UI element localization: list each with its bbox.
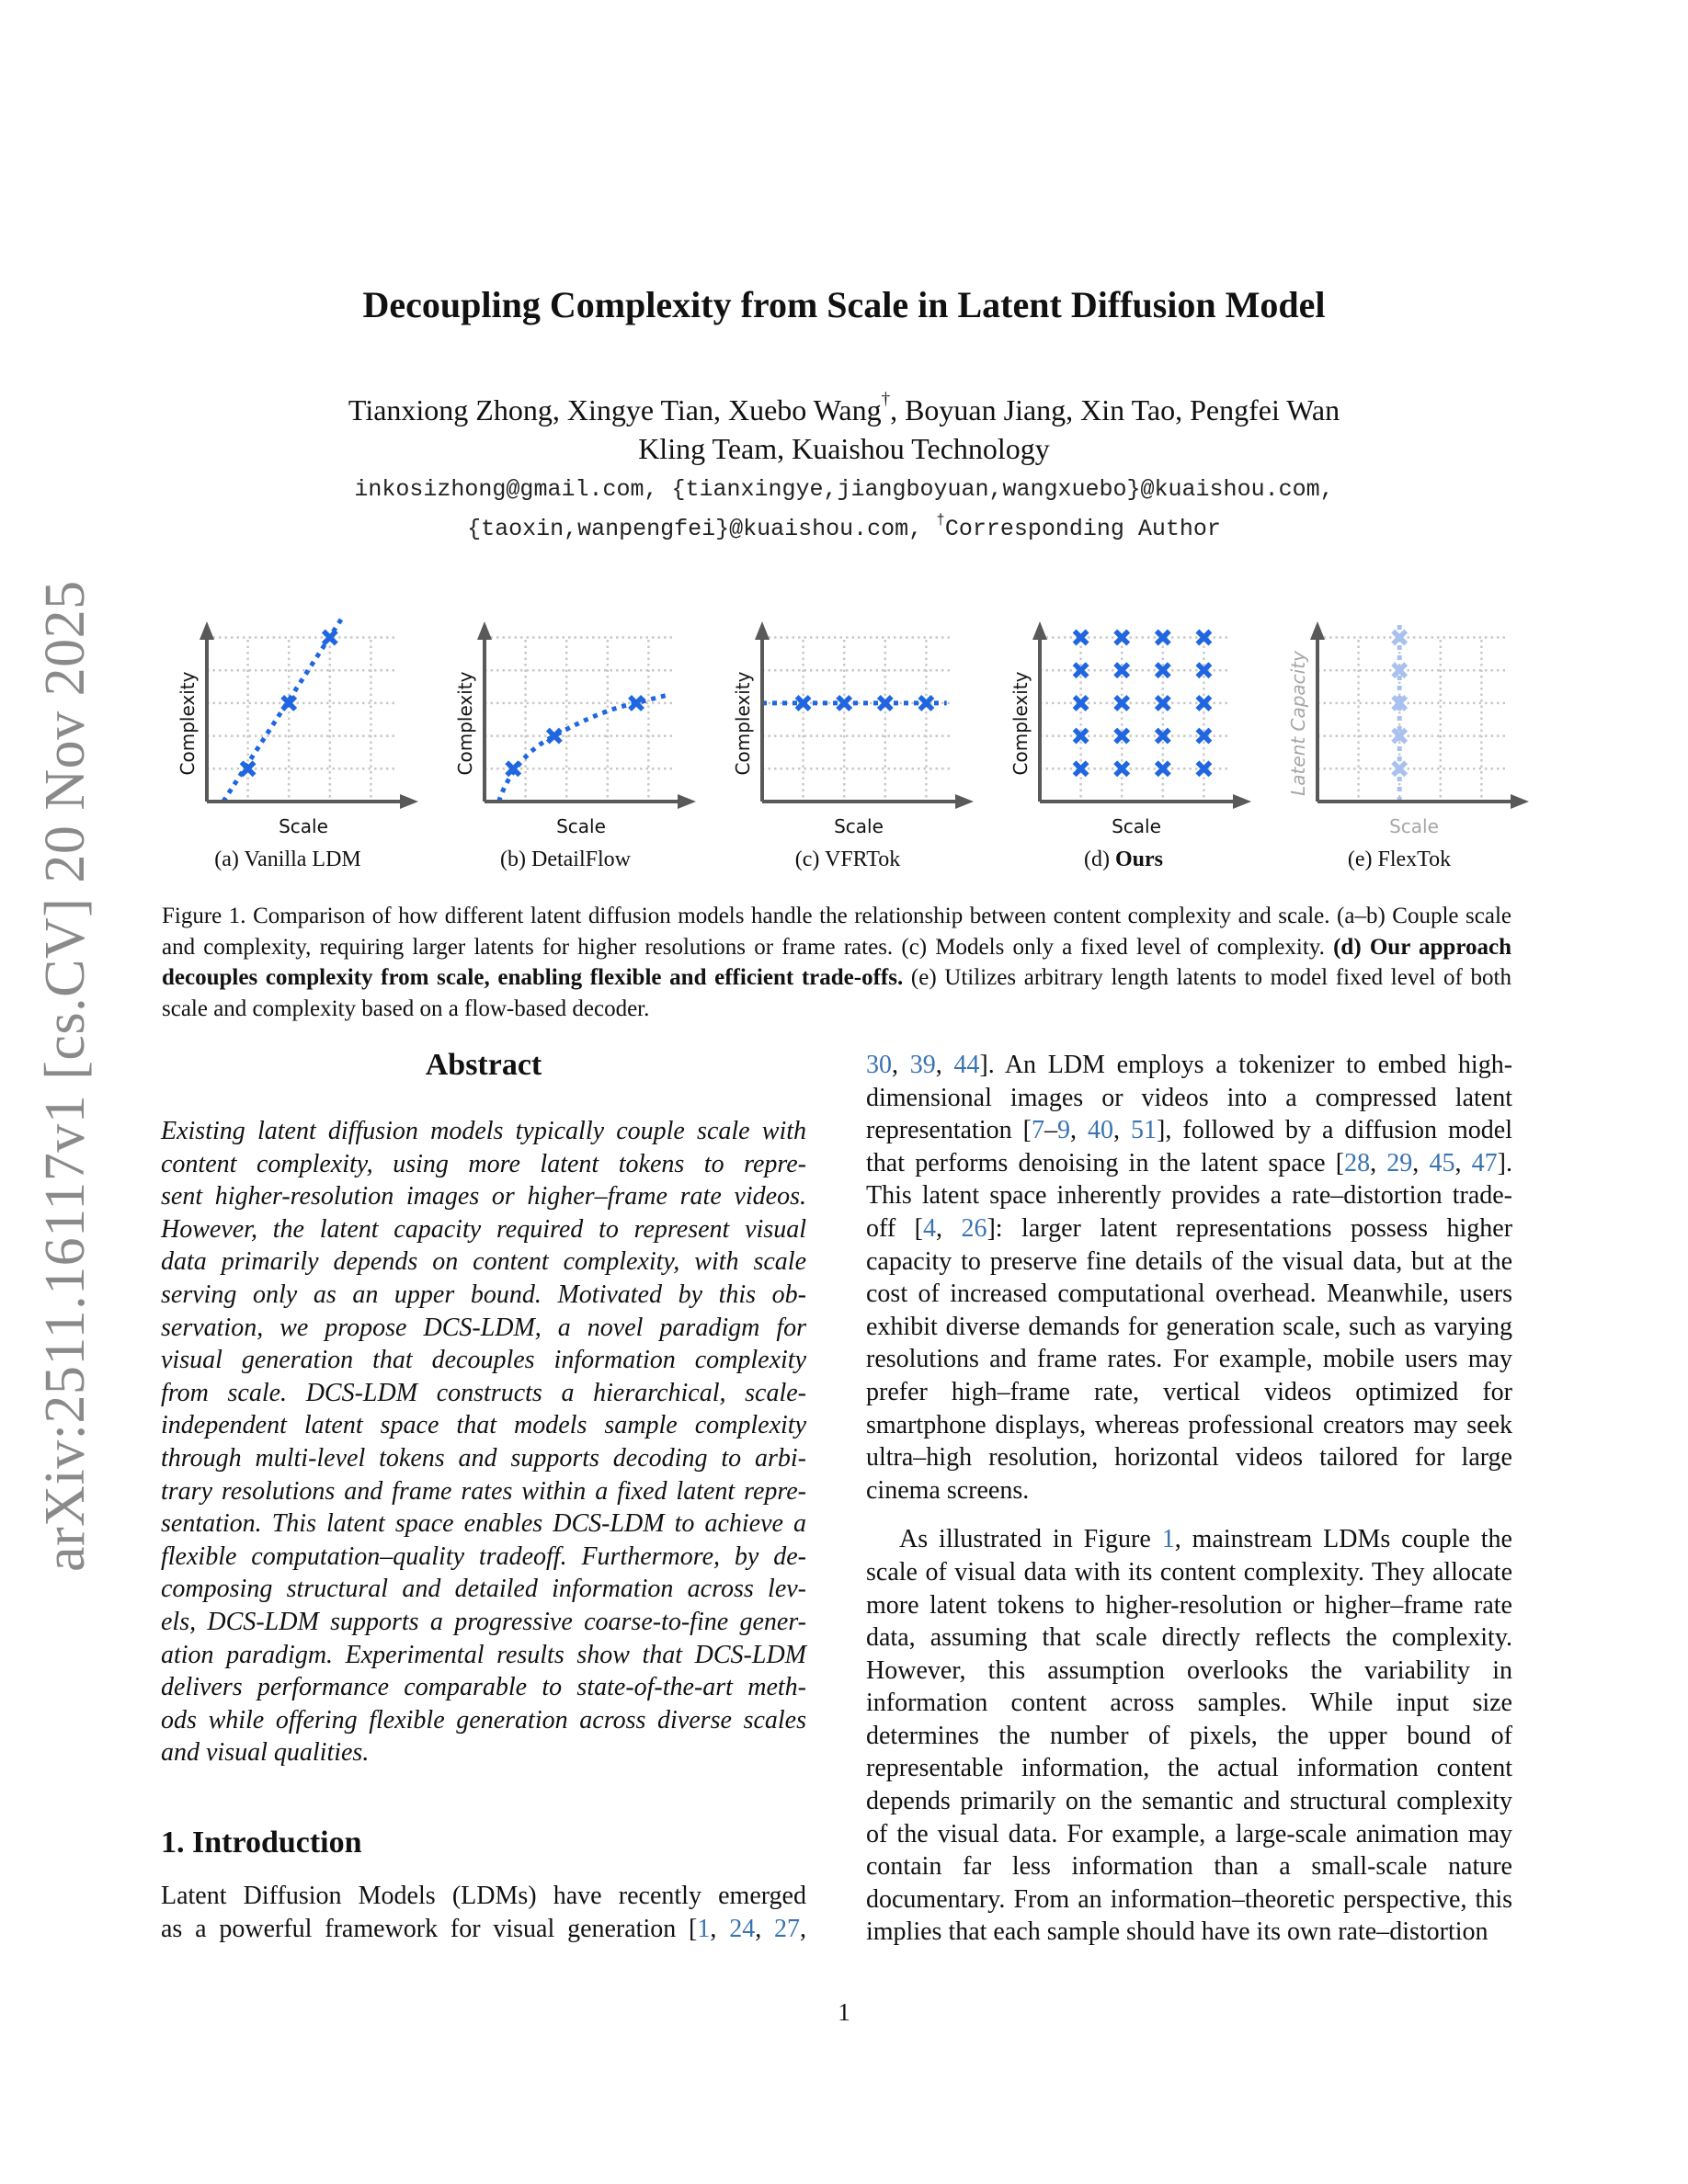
caption-text: (e) Utilizes arbitrary length latents to model fixed level of both scale and complexity based on a flow-based decoder.	[162, 965, 1511, 1021]
introduction-body	[161, 1880, 806, 1945]
subcaption-text: (b) DetailFlow	[500, 847, 631, 871]
abstract-line: independent latent space that models sample complexity	[161, 1411, 806, 1440]
email-addresses: {taoxin,wanpengfei}@kuaishou.com,	[467, 516, 937, 542]
chart-panel-c	[716, 607, 992, 846]
abstract-line: Existing latent diffusion models typically couple scale with	[161, 1117, 806, 1145]
arxiv-stamp: arXiv:2511.16117v1 [cs.CV] 20 Nov 2025	[34, 580, 97, 1572]
subcaption-prefix: (d)	[1084, 847, 1115, 871]
subcaption-d	[986, 847, 1261, 872]
citation-link[interactable]: 27	[774, 1914, 800, 1943]
subcaption-c	[710, 847, 986, 872]
citation-link[interactable]: 7	[1031, 1116, 1044, 1145]
y-axis-label: Complexity	[177, 671, 199, 776]
citation-link[interactable]: 44	[953, 1051, 980, 1079]
abstract-line: data primarily depends on content complexity, with scale	[161, 1247, 806, 1277]
panel-c	[716, 607, 992, 882]
email-line-1: inkosizhong@gmail.com, {tianxingye,jiangboyuan,wangxuebo}@kuaishou.com,	[354, 476, 1334, 503]
abstract-line: flexible computation–quality tradeoff. Furthermore, by de-	[161, 1541, 806, 1571]
x-axis-arrow-icon	[955, 794, 974, 809]
abstract-line: ods while offering flexible generation across diverse scales	[161, 1705, 806, 1735]
x-axis-label: Scale	[1112, 815, 1161, 837]
citation-link[interactable]: 26	[961, 1213, 987, 1243]
y-axis-label: Complexity	[454, 671, 476, 776]
x-axis-arrow-icon	[1511, 794, 1529, 809]
panel-a	[161, 607, 437, 882]
chart-panel-b	[439, 607, 714, 846]
panel-e	[1272, 607, 1547, 882]
right-column-text	[866, 1049, 1512, 1949]
abstract-line: ation paradigm. Experimental results show that DCS-LDM	[161, 1640, 806, 1669]
email-line-2	[0, 512, 1688, 542]
y-axis-arrow-icon	[477, 621, 492, 640]
author-list	[0, 390, 1688, 427]
citation-link[interactable]: 9	[1056, 1116, 1070, 1145]
authors-part-1: Tianxiong Zhong, Xingye Tian, Xuebo Wang	[348, 393, 882, 427]
abstract-line: However, the latent capacity required to represent visual	[161, 1214, 806, 1244]
citation-link[interactable]: 29	[1386, 1148, 1413, 1177]
page-number: 1	[838, 1998, 850, 2026]
abstract-heading: Abstract	[425, 1048, 542, 1082]
citation-link[interactable]: 28	[1344, 1148, 1371, 1177]
subcaption-ours: Ours	[1114, 847, 1163, 871]
abstract-line: content complexity, using more latent tokens to repre-	[161, 1149, 806, 1178]
x-axis-label: Scale	[556, 815, 606, 837]
chart-panel-e	[1272, 607, 1547, 846]
x-axis-arrow-icon	[1233, 794, 1251, 809]
paragraph: As illustrated in Figure 1, mainstream LDMs couple the scale of visual data with its content complexity. They allocate more latent tokens to higher-resolution or higher–frame rate data, assuming that scale directly reflects the complexity. However, this assumption overlooks the variability in information content across samples. While input size determines the number of pixels, the upper bound of representable information, the actual information content depends primarily on the semantic and structural complexity of the visual data. For example, a large-scale animation may contain far less information than a small-scale nature documentary. From an information–theoretic perspective, this implies that each sample should have its own rate–distortion	[866, 1525, 1512, 1947]
subcaption-b	[428, 847, 703, 872]
y-axis-label: Latent Capacity	[1287, 651, 1309, 796]
subcaption-e	[1261, 847, 1537, 872]
citation-link[interactable]: 30	[866, 1051, 892, 1079]
paragraph: 30, 39, 44]. An LDM employs a tokenizer to embed high-dimensional images or videos into a compressed latent representation [7–9, 40, 51], followed by a diffusion model that performs denoising in the latent space [28, 29, 45, 47]. This latent space inherently provides a rate–distortion trade-off [4, 26]: larger latent representations possess higher capacity to preserve fine details of the visual data, but at the cost of increased computational overhead. Meanwhile, users exhibit diverse demands for generation scale, such as varying resolutions and frame rates. For example, mobile users may prefer high–frame rate, vertical videos optimized for smartphone displays, whereas professional creators may seek ultra–high resolution, horizontal videos tailored for large cinema screens.	[866, 1051, 1513, 1505]
citation-link[interactable]: 51	[1131, 1116, 1158, 1145]
abstract-line: and visual qualities.	[161, 1738, 370, 1768]
panel-b	[439, 607, 714, 882]
citation-link[interactable]: 1	[1161, 1525, 1175, 1554]
y-axis-arrow-icon	[755, 621, 770, 640]
dagger-mark: †	[936, 512, 945, 529]
abstract-line: serving only as an upper bound. Motivated by this ob-	[161, 1280, 806, 1309]
subcaption-text: (e) FlexTok	[1347, 847, 1452, 871]
abstract-line: servation, we propose DCS-LDM, a novel paradigm for	[161, 1313, 806, 1342]
caption-bold-text: (d) Our approach decouples complexity from scale, enabling flexible and efficient trade-offs.	[162, 934, 1511, 991]
y-axis-label: Complexity	[732, 671, 754, 776]
abstract-line: trary resolutions and frame rates within a fixed latent repre-	[161, 1476, 806, 1506]
panel-d	[994, 607, 1270, 882]
paper-title: Decoupling Complexity from Scale in Latent Diffusion Model	[362, 284, 1326, 325]
dagger-mark: †	[881, 390, 891, 409]
citation-link[interactable]: 4	[922, 1213, 936, 1243]
abstract-line: els, DCS-LDM supports a progressive coarse-to-fine gener-	[161, 1607, 806, 1636]
abstract-line: through multi-level tokens and supports decoding to arbi-	[161, 1443, 806, 1473]
x-axis-label: Scale	[279, 815, 328, 837]
citation-link[interactable]: 39	[909, 1051, 936, 1079]
chart-panel-a	[161, 607, 437, 846]
subcaption-text: (a) Vanilla LDM	[214, 847, 361, 871]
citation-link[interactable]: 47	[1471, 1148, 1498, 1177]
authors-part-2: , Boyuan Jiang, Xin Tao, Pengfei Wan	[890, 393, 1340, 427]
x-axis-arrow-icon	[678, 794, 696, 809]
subcaption-a	[150, 847, 426, 872]
abstract-line: sentation. This latent space enables DCS-LDM to achieve a	[161, 1509, 806, 1539]
figure-caption	[162, 901, 1511, 1024]
intro-line: as a powerful framework for visual generation [1, 24, 27,	[161, 1914, 806, 1943]
abstract-line: from scale. DCS-LDM constructs a hierarchical, scale-	[161, 1378, 806, 1407]
abstract-line: composing structural and detailed information across lev-	[161, 1575, 806, 1604]
citation-link[interactable]: 24	[729, 1914, 756, 1943]
x-axis-label: Scale	[834, 815, 884, 837]
abstract-line: sent higher-resolution images or higher–frame rate videos.	[161, 1182, 806, 1211]
x-axis-arrow-icon	[400, 794, 418, 809]
y-axis-arrow-icon	[1310, 621, 1325, 640]
corresponding-author-note: Corresponding Author	[944, 516, 1221, 542]
y-axis-arrow-icon	[1032, 621, 1047, 640]
abstract-line: delivers performance comparable to state-of-the-art meth-	[161, 1673, 806, 1702]
citation-link[interactable]: 45	[1429, 1148, 1455, 1177]
intro-text: ,	[800, 1914, 806, 1943]
y-axis-arrow-icon	[200, 621, 214, 640]
intro-text: as a powerful framework for visual generation [	[161, 1914, 698, 1943]
intro-line: Latent Diffusion Models (LDMs) have recently emerged	[161, 1882, 806, 1910]
caption-text: Figure 1. Comparison of how different latent diffusion models handle the relationship between content complexity and scale. (a–b) Couple scale and complexity, requiring larger latents for higher resolutions or frame rates. (c) Models only a fixed level of complexity.	[162, 904, 1511, 960]
affiliation: Kling Team, Kuaishou Technology	[638, 432, 1050, 465]
introduction-heading: 1. Introduction	[161, 1826, 362, 1860]
chart-panel-d	[994, 607, 1270, 846]
citation-link[interactable]: 1	[697, 1914, 711, 1943]
y-axis-label: Complexity	[1009, 671, 1032, 776]
x-axis-label: Scale	[1389, 815, 1439, 837]
abstract-line: visual generation that decouples information complexity	[161, 1346, 806, 1375]
citation-link[interactable]: 40	[1087, 1116, 1113, 1145]
abstract-body	[161, 1115, 806, 1769]
subcaption-text: (c) VFRTok	[794, 847, 901, 871]
